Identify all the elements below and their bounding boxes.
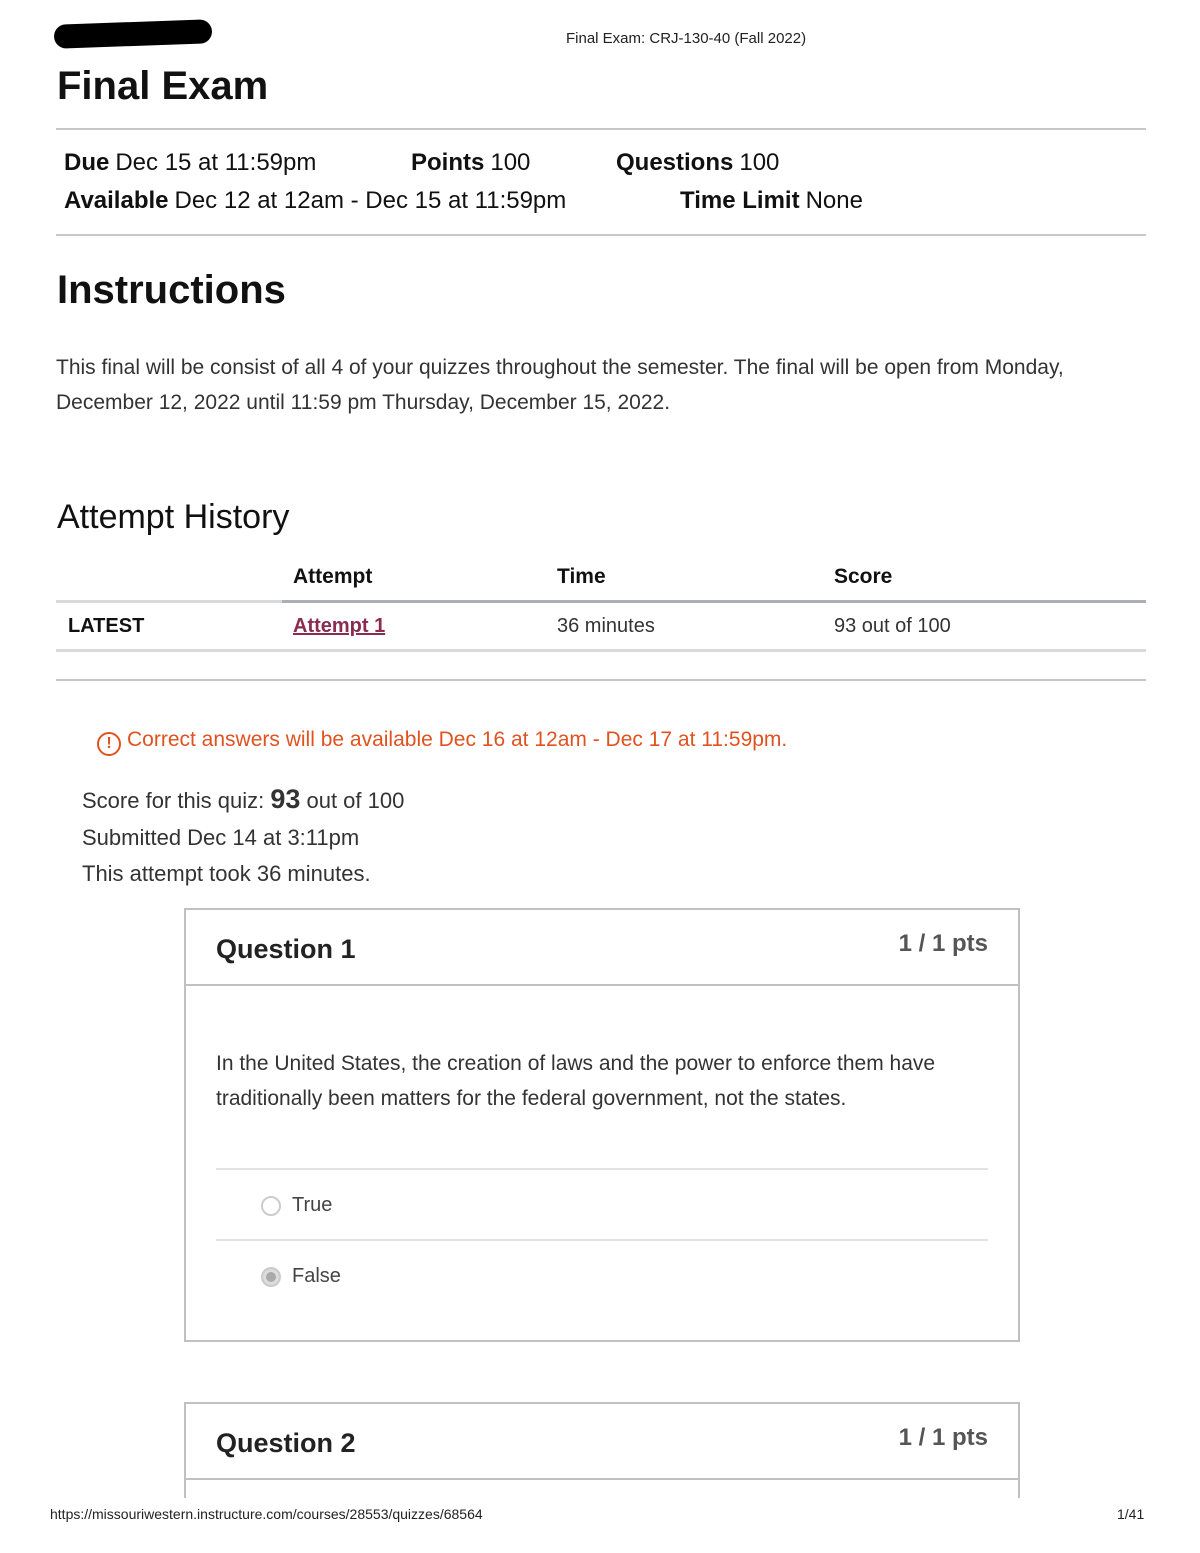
question-points: 1 / 1 pts [898,930,988,957]
col-score: Score [834,565,893,588]
question-card [184,908,1020,1342]
instructions-text: This final will be consist of all 4 of your quizzes throughout the semester. The final will be open from Monday, December 12, 2022 until 11:59 pm Thursday, December 15, 2022. [56,356,1064,414]
question-header [186,1404,1018,1480]
due-info: Due Dec 15 at 11:59pm [64,149,317,176]
time-limit-info: Time Limit None [680,187,863,214]
answer-option: True [216,1168,988,1240]
question-title: Question 1 [216,934,356,964]
attempt-duration: This attempt took 36 minutes. [82,861,371,886]
footer-url: https://missouriwestern.instructure.com/courses/28553/quizzes/68564 [50,1506,483,1522]
divider [56,679,1146,681]
page-number: 1/41 [1117,1506,1145,1522]
points-info: Points 100 [411,149,531,176]
question-points: 1 / 1 pts [898,1424,988,1451]
answers-notice: ! Correct answers will be available Dec 16 at 12am - Dec 17 at 11:59pm. [97,728,787,756]
divider [56,234,1146,236]
available-info: Available Dec 12 at 12am - Dec 15 at 11:59pm [64,187,567,214]
quiz-score: Score for this quiz: 93 out of 100 [82,784,405,814]
submitted-time: Submitted Dec 14 at 3:11pm [82,825,360,850]
redacted-name [54,19,213,48]
latest-tag: LATEST [68,615,145,637]
warning-icon: ! [97,732,121,756]
attempt-time: 36 minutes [557,615,655,637]
attempt-score: 93 out of 100 [834,615,951,637]
answer-option-selected: False [216,1239,988,1311]
question-title: Question 2 [216,1428,356,1458]
instructions-heading: Instructions [57,268,286,312]
page-title: Final Exam [57,64,269,108]
question-text: In the United States, the creation of laws and the power to enforce them have traditionally been matters for the federal government, not the states. [216,1052,936,1110]
questions-info: Questions 100 [616,149,780,176]
divider [56,649,1146,652]
attempt-link[interactable]: Attempt 1 [293,615,386,637]
col-time: Time [557,565,606,588]
divider [56,128,1146,130]
table-header-rule-active [282,600,1146,603]
col-attempt: Attempt [293,565,373,588]
attempt-history-heading: Attempt History [57,498,290,536]
question-header [186,910,1018,986]
radio-icon [261,1196,281,1216]
print-header: Final Exam: CRJ-130-40 (Fall 2022) [566,30,807,47]
radio-selected-icon [261,1267,281,1287]
